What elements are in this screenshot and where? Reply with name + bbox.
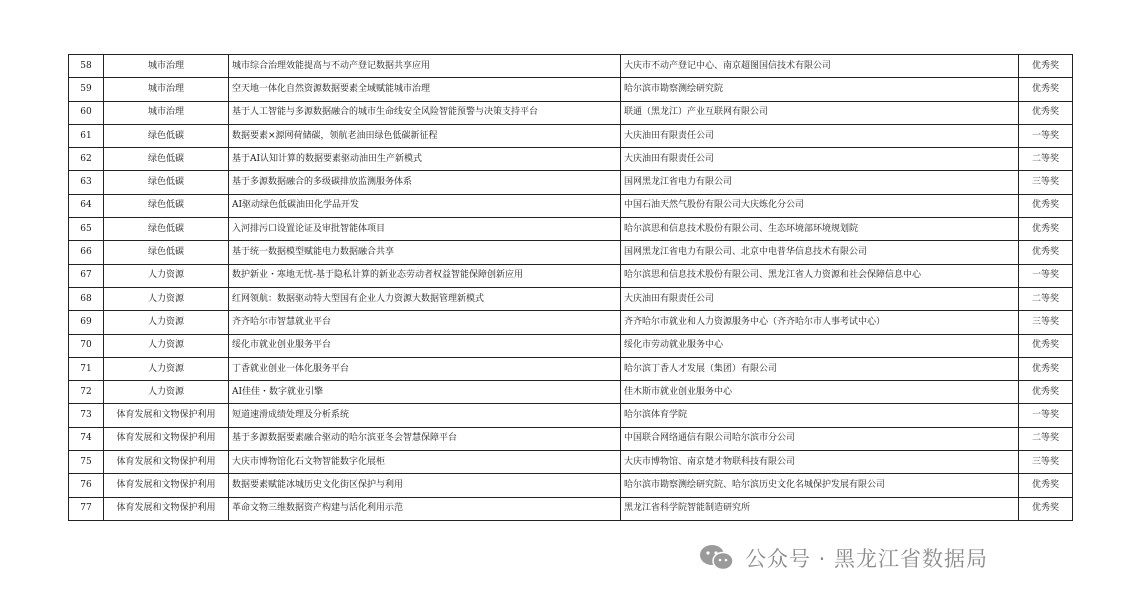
category-cell: 体育发展和文物保护利用 bbox=[104, 497, 229, 520]
project-name-cell: 齐齐哈尔市智慧就业平台 bbox=[229, 311, 621, 334]
category-cell: 人力资源 bbox=[104, 357, 229, 380]
category-cell: 绿色低碳 bbox=[104, 218, 229, 241]
unit-cell: 大庆油田有限责任公司 bbox=[621, 124, 1019, 147]
project-name-cell: 数据要素赋能冰城历史文化街区保护与利用 bbox=[229, 474, 621, 497]
award-cell: 优秀奖 bbox=[1019, 241, 1073, 264]
unit-cell: 中国联合网络通信有限公司哈尔滨市分公司 bbox=[621, 427, 1019, 450]
award-cell: 优秀奖 bbox=[1019, 381, 1073, 404]
award-cell: 二等奖 bbox=[1019, 287, 1073, 310]
award-cell: 一等奖 bbox=[1019, 404, 1073, 427]
award-cell: 优秀奖 bbox=[1019, 357, 1073, 380]
category-cell: 绿色低碳 bbox=[104, 148, 229, 171]
award-cell: 优秀奖 bbox=[1019, 55, 1073, 78]
category-cell: 绿色低碳 bbox=[104, 171, 229, 194]
table-row bbox=[69, 171, 1073, 194]
category-cell: 城市治理 bbox=[104, 78, 229, 101]
project-name-cell: 基于AI认知计算的数据要素驱动油田生产新模式 bbox=[229, 148, 621, 171]
table-row bbox=[69, 474, 1073, 497]
row-number: 74 bbox=[69, 427, 104, 450]
unit-cell: 大庆市不动产登记中心、南京超图国信技术有限公司 bbox=[621, 55, 1019, 78]
unit-cell: 佳木斯市就业创业服务中心 bbox=[621, 381, 1019, 404]
project-name-cell: 入河排污口设置论证及审批智能体项目 bbox=[229, 218, 621, 241]
award-cell: 优秀奖 bbox=[1019, 497, 1073, 520]
row-number: 64 bbox=[69, 194, 104, 217]
category-cell: 体育发展和文物保护利用 bbox=[104, 451, 229, 474]
row-number: 77 bbox=[69, 497, 104, 520]
table-row bbox=[69, 124, 1073, 147]
category-cell: 体育发展和文物保护利用 bbox=[104, 427, 229, 450]
unit-cell: 黑龙江省科学院智能制造研究所 bbox=[621, 497, 1019, 520]
project-name-cell: 基于人工智能与多源数据融合的城市生命线安全风险智能预警与决策支持平台 bbox=[229, 101, 621, 124]
table-row bbox=[69, 381, 1073, 404]
row-number: 65 bbox=[69, 218, 104, 241]
award-cell: 优秀奖 bbox=[1019, 78, 1073, 101]
award-cell: 二等奖 bbox=[1019, 148, 1073, 171]
table-row bbox=[69, 218, 1073, 241]
category-cell: 人力资源 bbox=[104, 381, 229, 404]
award-cell: 优秀奖 bbox=[1019, 218, 1073, 241]
wechat-watermark bbox=[697, 543, 988, 573]
project-name-cell: 大庆市博物馆化石文物智能数字化展柜 bbox=[229, 451, 621, 474]
row-number: 60 bbox=[69, 101, 104, 124]
row-number: 67 bbox=[69, 264, 104, 287]
row-number: 70 bbox=[69, 334, 104, 357]
row-number: 73 bbox=[69, 404, 104, 427]
row-number: 59 bbox=[69, 78, 104, 101]
category-cell: 绿色低碳 bbox=[104, 241, 229, 264]
project-name-cell: 空天地一体化自然资源数据要素全域赋能城市治理 bbox=[229, 78, 621, 101]
unit-cell: 联通（黑龙江）产业互联网有限公司 bbox=[621, 101, 1019, 124]
unit-cell: 中国石油天然气股份有限公司大庆炼化分公司 bbox=[621, 194, 1019, 217]
row-number: 61 bbox=[69, 124, 104, 147]
watermark-text: 公众号 · 黑龙江省数据局 bbox=[745, 547, 989, 571]
category-cell: 绿色低碳 bbox=[104, 194, 229, 217]
table-row bbox=[69, 334, 1073, 357]
unit-cell: 国网黑龙江省电力有限公司、北京中电普华信息技术有限公司 bbox=[621, 241, 1019, 264]
row-number: 68 bbox=[69, 287, 104, 310]
row-number: 66 bbox=[69, 241, 104, 264]
unit-cell: 大庆油田有限责任公司 bbox=[621, 287, 1019, 310]
unit-cell: 哈尔滨思和信息技术股份有限公司、生态环境部环境规划院 bbox=[621, 218, 1019, 241]
row-number: 63 bbox=[69, 171, 104, 194]
unit-cell: 绥化市劳动就业服务中心 bbox=[621, 334, 1019, 357]
project-name-cell: 革命文物三维数据资产构建与活化利用示范 bbox=[229, 497, 621, 520]
row-number: 75 bbox=[69, 451, 104, 474]
category-cell: 体育发展和文物保护利用 bbox=[104, 404, 229, 427]
table-row bbox=[69, 264, 1073, 287]
table-row bbox=[69, 287, 1073, 310]
project-name-cell: 城市综合治理效能提高与不动产登记数据共享应用 bbox=[229, 55, 621, 78]
award-cell: 一等奖 bbox=[1019, 264, 1073, 287]
unit-cell: 哈尔滨思和信息技术股份有限公司、黑龙江省人力资源和社会保障信息中心 bbox=[621, 264, 1019, 287]
unit-cell: 哈尔滨体育学院 bbox=[621, 404, 1019, 427]
table-row bbox=[69, 101, 1073, 124]
unit-cell: 大庆油田有限责任公司 bbox=[621, 148, 1019, 171]
table-row bbox=[69, 427, 1073, 450]
row-number: 62 bbox=[69, 148, 104, 171]
table-row bbox=[69, 55, 1073, 78]
category-cell: 人力资源 bbox=[104, 334, 229, 357]
table-row bbox=[69, 404, 1073, 427]
unit-cell: 哈尔滨市勘察测绘研究院、哈尔滨历史文化名城保护发展有限公司 bbox=[621, 474, 1019, 497]
category-cell: 体育发展和文物保护利用 bbox=[104, 474, 229, 497]
award-cell: 三等奖 bbox=[1019, 311, 1073, 334]
category-cell: 城市治理 bbox=[104, 55, 229, 78]
table-row bbox=[69, 357, 1073, 380]
project-name-cell: 数据要素×源网荷储碳，领航老油田绿色低碳新征程 bbox=[229, 124, 621, 147]
award-list-body bbox=[69, 55, 1073, 521]
row-number: 72 bbox=[69, 381, 104, 404]
project-name-cell: 数护新业・寒地无忧-基于隐私计算的新业态劳动者权益智能保障创新应用 bbox=[229, 264, 621, 287]
project-name-cell: 短道速滑成绩处理及分析系统 bbox=[229, 404, 621, 427]
award-list-table bbox=[68, 54, 1073, 521]
unit-cell: 哈尔滨市勘察测绘研究院 bbox=[621, 78, 1019, 101]
category-cell: 人力资源 bbox=[104, 264, 229, 287]
project-name-cell: 基于多源数据融合的多级碳排放监测服务体系 bbox=[229, 171, 621, 194]
wechat-logo-icon bbox=[697, 543, 737, 573]
award-cell: 二等奖 bbox=[1019, 427, 1073, 450]
category-cell: 人力资源 bbox=[104, 311, 229, 334]
table-row bbox=[69, 241, 1073, 264]
table-row bbox=[69, 78, 1073, 101]
award-cell: 优秀奖 bbox=[1019, 101, 1073, 124]
project-name-cell: 红网领航：数据驱动特大型国有企业人力资源大数据管理新模式 bbox=[229, 287, 621, 310]
row-number: 71 bbox=[69, 357, 104, 380]
unit-cell: 齐齐哈尔市就业和人力资源服务中心（齐齐哈尔市人事考试中心） bbox=[621, 311, 1019, 334]
award-cell: 优秀奖 bbox=[1019, 334, 1073, 357]
award-cell: 三等奖 bbox=[1019, 171, 1073, 194]
row-number: 76 bbox=[69, 474, 104, 497]
category-cell: 人力资源 bbox=[104, 287, 229, 310]
table-row bbox=[69, 451, 1073, 474]
project-name-cell: 绥化市就业创业服务平台 bbox=[229, 334, 621, 357]
project-name-cell: 基于统一数据模型赋能电力数据融合共享 bbox=[229, 241, 621, 264]
row-number: 69 bbox=[69, 311, 104, 334]
category-cell: 绿色低碳 bbox=[104, 124, 229, 147]
award-cell: 三等奖 bbox=[1019, 451, 1073, 474]
project-name-cell: AI驱动绿色低碳油田化学品开发 bbox=[229, 194, 621, 217]
table-row bbox=[69, 194, 1073, 217]
unit-cell: 大庆市博物馆、南京楚才物联科技有限公司 bbox=[621, 451, 1019, 474]
award-cell: 优秀奖 bbox=[1019, 474, 1073, 497]
project-name-cell: 丁香就业创业一体化服务平台 bbox=[229, 357, 621, 380]
row-number: 58 bbox=[69, 55, 104, 78]
award-cell: 一等奖 bbox=[1019, 124, 1073, 147]
table-row bbox=[69, 148, 1073, 171]
unit-cell: 国网黑龙江省电力有限公司 bbox=[621, 171, 1019, 194]
project-name-cell: AI佳佳・数字就业引擎 bbox=[229, 381, 621, 404]
category-cell: 城市治理 bbox=[104, 101, 229, 124]
table-row bbox=[69, 311, 1073, 334]
award-cell: 优秀奖 bbox=[1019, 194, 1073, 217]
unit-cell: 哈尔滨丁香人才发展（集团）有限公司 bbox=[621, 357, 1019, 380]
project-name-cell: 基于多源数据要素融合驱动的哈尔滨亚冬会智慧保障平台 bbox=[229, 427, 621, 450]
table-row bbox=[69, 497, 1073, 520]
